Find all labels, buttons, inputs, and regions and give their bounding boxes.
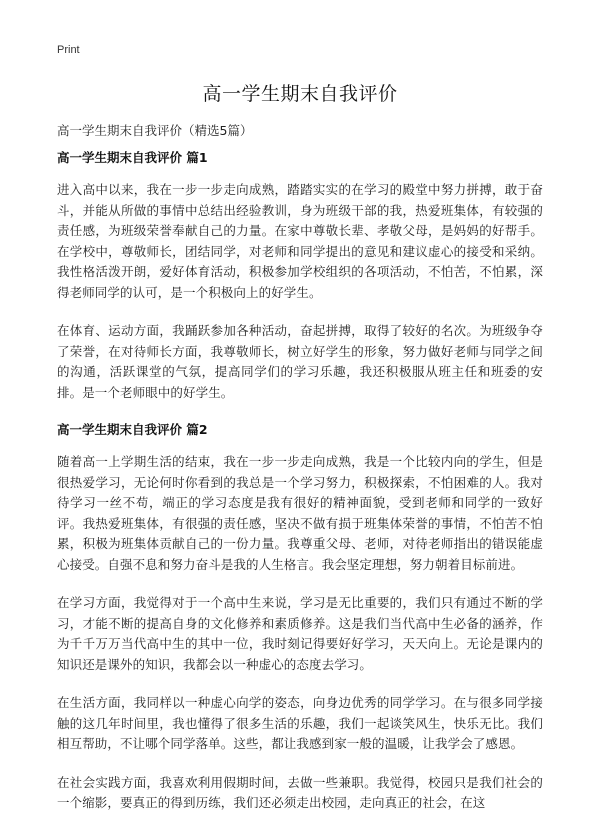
section-2-paragraph-2: 在学习方面，我觉得对于一个高中生来说，学习是无比重要的，我们只有通过不断的学习，才能不断的提高自身的文化修养和素质修养。这是我们当代高中生必备的涵养，作为千千万万当代高中生的其中一位，我时刻记得要好好学习，天天向上。无论是课内的知识还是课外的知识，我都会以一种虚心的态度去学习。 [57, 595, 543, 672]
section-heading-2: 高一学生期末自我评价 篇2 [57, 422, 208, 437]
section-2-paragraph-3: 在生活方面，我同样以一种虚心向学的姿态，向身边优秀的同学学习。在与很多同学接触的这几年时间里，我也懂得了很多生活的乐趣，我们一起谈笑风生，快乐无比。我们相互帮助，不让哪个同学落单。这些，都让我感到家一般的温暖，让我学会了感恩。 [57, 695, 543, 751]
section-1-paragraph-1: 进入高中以来，我在一步一步走向成熟，踏踏实实的在学习的殿堂中努力拼搏，敢于奋斗，并能从所做的事情中总结出经验教训，身为班级干部的我，热爱班集体，有较强的责任感，为班级荣誉奉献自己的力量。在家中尊敬长辈、孝敬父母，是妈妈的好帮手。在学校中，尊敬师长，团结同学，对老师和同学提出的意见和建议虚心的接受和采纳。我性格活泼开朗，爱好体育活动，积极参加学校组织的各项活动，不怕苦，不怕累，深得老师同学的认可，是一个积极向上的好学生。 [57, 182, 543, 300]
section-1-paragraph-2: 在体育、运动方面，我踊跃参加各种活动，奋起拼搏，取得了较好的名次。为班级争夺了荣誉，在对待师长方面，我尊敬师长，树立好学生的形象，努力做好老师与同学之间的沟通，活跃课堂的气氛，提高同学们的学习乐趣，我还积极服从班主任和班委的安排。是一个老师眼中的好学生。 [57, 323, 543, 400]
document-subtitle: 高一学生期末自我评价（精选5篇） [57, 123, 253, 138]
print-link[interactable]: Print [57, 44, 80, 56]
section-2-paragraph-1: 随着高一上学期生活的结束，我在一步一步走向成熟，我是一个比较内向的学生，但是很热爱学习，无论何时你看到的我总是一个学习努力，积极探索，不怕困难的人。我对待学习一丝不苟，端正的学习态度是我有很好的精神面貌，受到老师和同学的一致好评。我热爱班集体，有很强的责任感，坚决不做有损于班集体荣誉的事情，不怕苦不怕累，积极为班集体贡献自己的一份力量。我尊重父母、老师，对待老师指出的错误能虚心接受。自强不息和努力奋斗是我的人生格言。我会坚定理想，努力朝着目标前进。 [57, 454, 543, 572]
document-body [57, 149, 543, 832]
section-heading-1: 高一学生期末自我评价 篇1 [57, 150, 208, 165]
section-2-paragraph-4: 在社会实践方面，我喜欢利用假期时间，去做一些兼职。我觉得，校园只是我们社会的一个缩影，要真正的得到历练，我们还必须走出校园，走向真正的社会，在这 [57, 774, 543, 810]
page-title: 高一学生期末自我评价 [202, 83, 398, 105]
